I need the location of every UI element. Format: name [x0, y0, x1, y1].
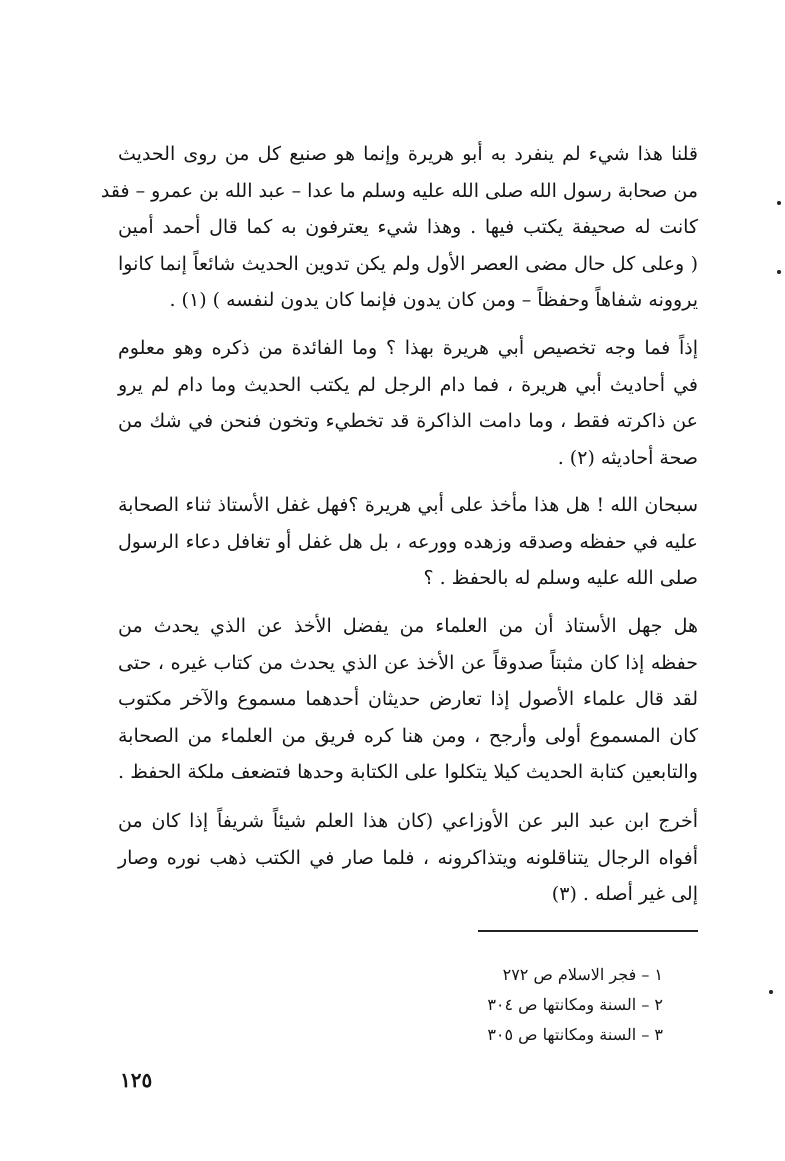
text-line: عليه في حفظه وصدقه وزهده وورعه ، بل هل غفل أو تغافل دعاء الرسول — [118, 530, 698, 553]
footnote-1: ١ – فجر الاسلام ص ٢٧٢ — [502, 965, 663, 984]
text-line: هل جهل الأستاذ أن من العلماء من يفضل الأخذ عن الذي يحدث من — [118, 615, 698, 637]
page-number: ١٢٥ — [120, 1068, 153, 1092]
footnote-3: ٣ – السنة ومكانتها ص ٣٠٥ — [487, 1025, 663, 1044]
footnotes — [363, 960, 663, 1050]
text-line: ( وعلى كل حال مضى العصر الأول ولم يكن تدوين الحديث شائعاً إنما كانوا — [118, 252, 698, 275]
text-line: في أحاديث أبي هريرة ، فما دام الرجل لم يكتب الحديث وما دام لم يرو — [118, 373, 698, 396]
text-line: من صحابة رسول الله صلى الله عليه وسلم ما عدا – عبد الله بن عمرو – فقد — [100, 179, 698, 202]
paragraph-2 — [118, 330, 698, 476]
text-line: قلنا هذا شيء لم ينفرد به أبو هريرة وإنما هو صنيع كل من روى الحديث — [118, 143, 698, 165]
text-line: أخرج ابن عبد البر عن الأوزاعي (كان هذا العلم شيئاً شريفاً إذا كان من — [118, 810, 698, 832]
footnote-2: ٢ – السنة ومكانتها ص ٣٠٤ — [487, 995, 663, 1014]
text-line: سبحان الله ! هل هذا مأخذ على أبي هريرة ؟فهل غفل الأستاذ ثناء الصحابة — [118, 494, 698, 516]
margin-speck — [777, 270, 781, 274]
text-line: كانت له صحيفة يكتب فيها . وهذا شيء يعترفون به كما قال أحمد أمين — [118, 216, 698, 238]
paragraph-3 — [118, 487, 698, 597]
text-line: كان المسموع أولى وأرجح ، ومن هنا كره فريق من العلماء من الصحابة — [118, 724, 698, 747]
margin-speck — [777, 201, 781, 205]
text-line: أفواه الرجال يتناقلونه ويتذاكرونه ، فلما صار في الكتب ذهب نوره وصار — [118, 846, 698, 869]
text-line: لقد قال علماء الأصول إذا تعارض حديثان أحدهما مسموع والآخر مكتوب — [118, 688, 698, 710]
margin-speck — [769, 990, 773, 994]
text-line: يروونه شفاهاً وحفظاً – ومن كان يدون فإنما كان يدون لنفسه ) (١) . — [169, 289, 698, 311]
text-line: إذاً فما وجه تخصيص أبي هريرة بهذا ؟ وما الفائدة من ذكره وهو معلوم — [118, 337, 698, 359]
text-line: حفظه إذا كان مثبتاً صدوقاً عن الأخذ عن الذي يحدث من كتاب غيره ، حتى — [118, 651, 698, 674]
text-line: والتابعين كتابة الحديث كيلا يتكلوا على الكتابة وحدها فتضعف ملكة الحفظ . — [118, 761, 698, 783]
text-line: عن ذاكرته فقط ، وما دامت الذاكرة قد تخطيء وتخون فنحن في شك من — [118, 410, 698, 432]
text-line: صحة أحاديثه (٢) . — [557, 446, 698, 469]
text-line: صلى الله عليه وسلم له بالحفظ . ؟ — [423, 567, 698, 589]
footnote-separator — [478, 930, 698, 932]
paragraph-5 — [118, 803, 698, 913]
text-line: إلى غير أصله . (٣) — [551, 883, 698, 905]
paragraph-1 — [100, 136, 698, 319]
paragraph-4 — [118, 608, 698, 791]
